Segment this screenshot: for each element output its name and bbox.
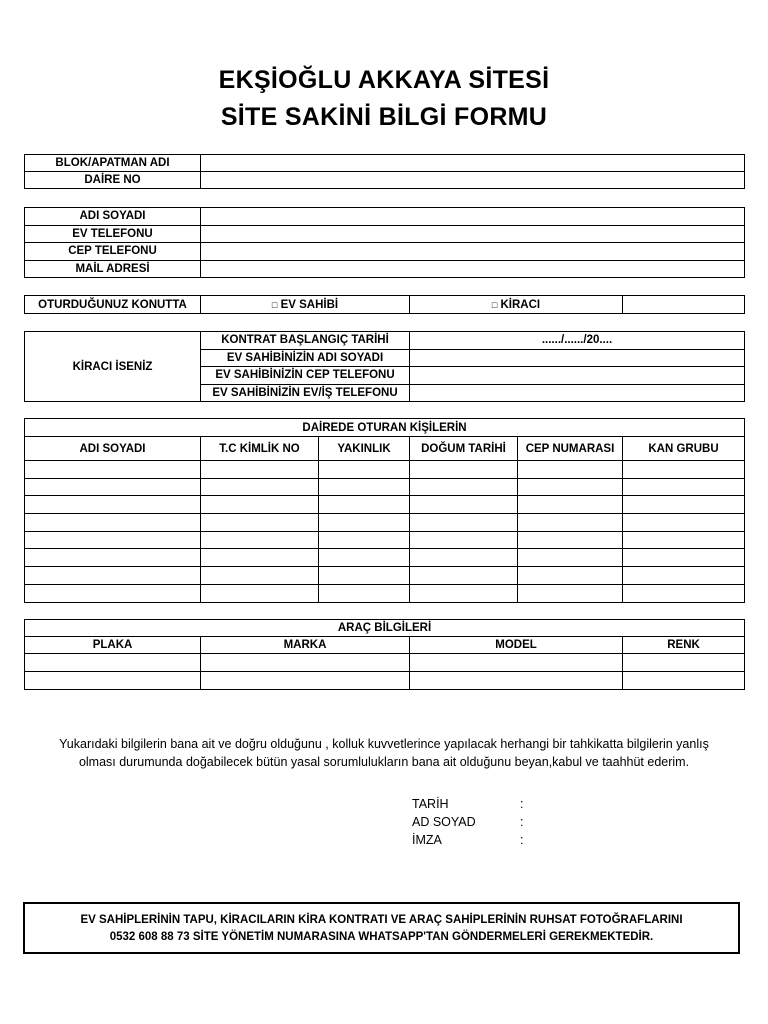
cell[interactable] [25, 567, 201, 585]
residence-label: OTURDUĞUNUZ KONUTTA [25, 296, 201, 314]
owner-option-label: EV SAHİBİ [280, 298, 339, 311]
table-row [25, 478, 745, 496]
cell[interactable] [25, 584, 201, 602]
date-label: TARİH [412, 797, 449, 811]
table-row [25, 531, 745, 549]
home-phone-input[interactable] [201, 225, 745, 243]
cell[interactable] [201, 478, 319, 496]
cell[interactable] [319, 549, 410, 567]
cell[interactable] [623, 478, 745, 496]
name-label: ADI SOYADI [25, 208, 201, 226]
cell[interactable] [410, 672, 623, 690]
cell[interactable] [319, 461, 410, 479]
name-row[interactable] [412, 815, 612, 833]
cell[interactable] [25, 654, 201, 672]
tenant-table [24, 331, 745, 402]
cell[interactable] [410, 549, 518, 567]
cell[interactable] [201, 514, 319, 532]
cell[interactable] [25, 478, 201, 496]
table-row [25, 496, 745, 514]
cell[interactable] [623, 496, 745, 514]
cell[interactable] [410, 567, 518, 585]
cell[interactable] [25, 461, 201, 479]
sign-colon: : [520, 833, 524, 847]
mobile-input[interactable] [201, 243, 745, 261]
cell[interactable] [201, 672, 410, 690]
mail-input[interactable] [201, 260, 745, 278]
cell[interactable] [319, 478, 410, 496]
tenant-label: KİRACI İSENİZ [25, 332, 201, 402]
block-label: BLOK/APATMAN ADI [25, 155, 201, 172]
cell[interactable] [201, 496, 319, 514]
cell[interactable] [623, 531, 745, 549]
owner-checkbox[interactable]: □ [271, 299, 278, 310]
signature-block [412, 797, 612, 851]
residents-title: DAİREDE OTURAN KİŞİLERİN [25, 419, 745, 437]
cell[interactable] [410, 496, 518, 514]
cell[interactable] [518, 496, 623, 514]
residents-col-tc: T.C KİMLİK NO [201, 437, 319, 461]
cell[interactable] [25, 531, 201, 549]
name-input[interactable] [201, 208, 745, 226]
cell[interactable] [518, 549, 623, 567]
block-input[interactable] [201, 155, 745, 172]
table-row [25, 567, 745, 585]
cell[interactable] [201, 549, 319, 567]
sign-label: İMZA [412, 833, 442, 847]
table-row [25, 584, 745, 602]
cell[interactable] [201, 567, 319, 585]
cell[interactable] [319, 514, 410, 532]
tenant-option-label: KİRACI [500, 298, 541, 311]
name-colon: : [520, 815, 524, 829]
cell[interactable] [201, 531, 319, 549]
owner-phone-input[interactable] [410, 384, 745, 402]
cell[interactable] [201, 654, 410, 672]
residents-col-blood: KAN GRUBU [623, 437, 745, 461]
cell[interactable] [201, 461, 319, 479]
residents-col-relation: YAKINLIK [319, 437, 410, 461]
owner-phone-label: EV SAHİBİNİZİN EV/İŞ TELEFONU [201, 384, 410, 402]
notice-line1: EV SAHİPLERİNİN TAPU, KİRACILARIN KİRA KONTRATI VE ARAÇ SAHİPLERİNİN RUHSAT FOTOĞRAFLARINI [80, 914, 683, 926]
vehicles-table [24, 619, 745, 690]
vehicles-col-color: RENK [623, 637, 745, 654]
cell[interactable] [623, 549, 745, 567]
table-row [25, 514, 745, 532]
table-row [25, 461, 745, 479]
cell[interactable] [623, 461, 745, 479]
residents-col-name: ADI SOYADI [25, 437, 201, 461]
cell[interactable] [410, 461, 518, 479]
cell[interactable] [319, 567, 410, 585]
cell[interactable] [319, 531, 410, 549]
cell[interactable] [518, 514, 623, 532]
mobile-label: CEP TELEFONU [25, 243, 201, 261]
cell[interactable] [410, 531, 518, 549]
owner-name-input[interactable] [410, 349, 745, 367]
notice-line2: 0532 608 88 73 SİTE YÖNETİM NUMARASINA WHATSAPP'TAN GÖNDERMELERİ GEREKMEKTEDİR. [109, 931, 654, 943]
contact-table [24, 207, 745, 278]
residence-table [24, 295, 745, 314]
sign-row[interactable] [412, 833, 612, 851]
cell[interactable] [25, 514, 201, 532]
cell[interactable] [623, 654, 745, 672]
notice-box [23, 902, 740, 954]
cell[interactable] [410, 584, 518, 602]
owner-mobile-label: EV SAHİBİNİZİN CEP TELEFONU [201, 367, 410, 385]
cell[interactable] [410, 654, 623, 672]
declaration-line1: Yukarıdaki bilgilerin bana ait ve doğru olduğunu , kolluk kuvvetlerince yapılacak herhangi bir tahkikatta bilgilerin yanlış [59, 737, 709, 751]
contract-date-input[interactable]: ....../....../20.... [410, 332, 745, 350]
form-title-line1: EKŞİOĞLU AKKAYA SİTESİ [218, 66, 550, 94]
address-table [24, 154, 745, 189]
vehicles-title: ARAÇ BİLGİLERİ [25, 620, 745, 637]
tenant-option[interactable] [410, 296, 623, 314]
vehicles-col-model: MODEL [410, 637, 623, 654]
cell[interactable] [201, 584, 319, 602]
residence-extra-cell[interactable] [623, 296, 745, 314]
cell[interactable] [410, 478, 518, 496]
owner-name-label: EV SAHİBİNİZİN ADI SOYADI [201, 349, 410, 367]
cell[interactable] [623, 672, 745, 690]
cell[interactable] [25, 549, 201, 567]
cell[interactable] [518, 567, 623, 585]
cell[interactable] [25, 496, 201, 514]
cell[interactable] [623, 567, 745, 585]
owner-mobile-input[interactable] [410, 367, 745, 385]
declaration-text [24, 735, 744, 771]
date-colon: : [520, 797, 524, 811]
date-row[interactable] [412, 797, 612, 815]
residents-table [24, 418, 745, 603]
residents-col-mobile: CEP NUMARASI [518, 437, 623, 461]
flat-label: DAİRE NO [25, 172, 201, 189]
vehicles-col-brand: MARKA [201, 637, 410, 654]
cell[interactable] [319, 496, 410, 514]
cell[interactable] [25, 672, 201, 690]
home-phone-label: EV TELEFONU [25, 225, 201, 243]
table-row [25, 549, 745, 567]
contract-label: KONTRAT BAŞLANGIÇ TARİHİ [201, 332, 410, 350]
tenant-checkbox[interactable]: □ [491, 299, 498, 310]
table-row [25, 654, 745, 672]
cell[interactable] [518, 531, 623, 549]
cell[interactable] [410, 514, 518, 532]
cell[interactable] [623, 514, 745, 532]
table-row [25, 672, 745, 690]
cell[interactable] [518, 461, 623, 479]
cell[interactable] [319, 584, 410, 602]
flat-input[interactable] [201, 172, 745, 189]
owner-option[interactable] [201, 296, 410, 314]
form-title-line2: SİTE SAKİNİ BİLGİ FORMU [220, 103, 548, 131]
cell[interactable] [518, 478, 623, 496]
residents-col-birthdate: DOĞUM TARİHİ [410, 437, 518, 461]
mail-label: MAİL ADRESİ [25, 260, 201, 278]
cell[interactable] [623, 584, 745, 602]
cell[interactable] [518, 584, 623, 602]
declaration-line2: olması durumunda doğabilecek bütün yasal sorumlulukların bana ait olduğunu beyan,kabul ve taahhüt ederim. [78, 755, 690, 769]
sign-name-label: AD SOYAD [412, 815, 476, 829]
vehicles-col-plate: PLAKA [25, 637, 201, 654]
